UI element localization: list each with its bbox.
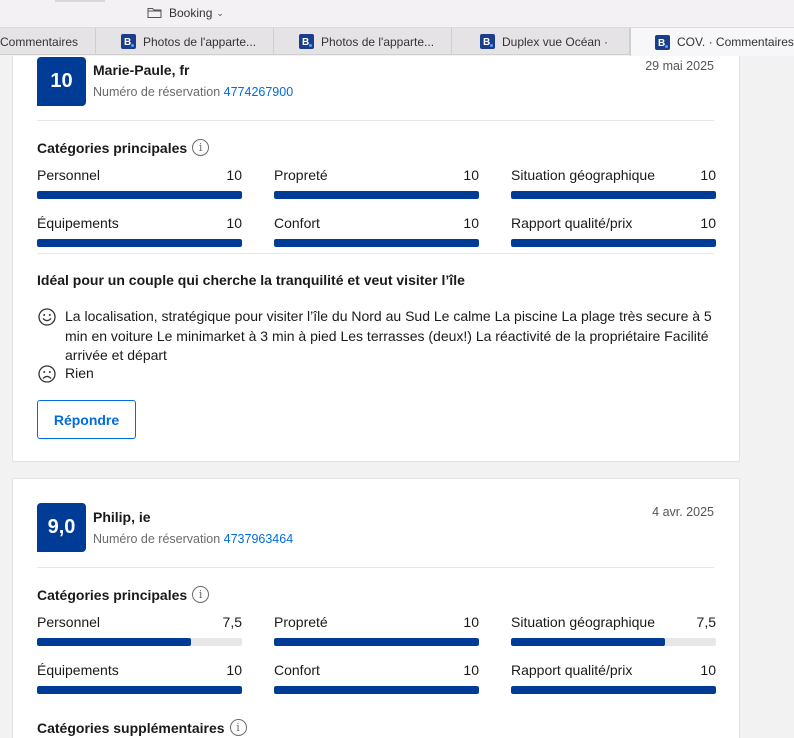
category-label: Situation géographique [511, 614, 656, 630]
review-score: 9,0 [37, 503, 86, 552]
category-value: 10 [463, 614, 479, 630]
review-score: 10 [37, 57, 86, 106]
category-personnel [37, 614, 242, 648]
category-rapport [511, 215, 716, 249]
bookmark-folder-label: Booking [169, 6, 213, 20]
category-label: Propreté [274, 167, 328, 183]
reservation-number-link[interactable]: 4737963464 [223, 532, 294, 546]
divider [37, 120, 714, 121]
positive-comment [37, 307, 717, 366]
tab-label: Commentaires [0, 34, 79, 49]
review-card [12, 478, 740, 738]
tab-duplex[interactable] [452, 28, 630, 55]
reservation-number-link[interactable]: 4774267900 [223, 85, 294, 99]
category-value: 10 [226, 662, 242, 678]
tab-photos-1[interactable] [96, 28, 274, 55]
info-icon[interactable]: i [192, 139, 209, 156]
category-label: Confort [274, 215, 320, 231]
folder-icon [147, 7, 162, 19]
category-label: Situation géographique [511, 167, 656, 183]
category-bar-fill [37, 638, 191, 646]
booking-favicon-icon: B [480, 34, 495, 49]
smiley-happy-icon [37, 307, 57, 327]
category-label: Rapport qualité/prix [511, 215, 633, 231]
category-bar-fill [511, 239, 716, 247]
guest-name: Marie-Paule, fr [93, 62, 190, 78]
category-proprete [274, 167, 479, 201]
category-situation [511, 614, 716, 648]
section-title: Catégories principales [37, 139, 188, 156]
tab-label: Photos de l'apparte... [321, 34, 435, 49]
review-date: 4 avr. 2025 [652, 505, 714, 519]
reservation-label: Numéro de réservation [93, 532, 221, 546]
category-bar-fill [274, 686, 479, 694]
main-categories-heading [37, 139, 209, 156]
category-confort [274, 215, 479, 249]
tab-cov-commentaires[interactable] [630, 28, 794, 56]
review-card [12, 56, 740, 462]
bookmarks-bar [0, 0, 794, 28]
booking-favicon-icon: B [655, 35, 670, 50]
category-label: Personnel [37, 614, 101, 630]
category-label: Équipements [37, 662, 119, 678]
category-bar-fill [511, 686, 716, 694]
category-bar [511, 638, 716, 646]
divider [37, 253, 714, 254]
category-bar [37, 686, 242, 694]
tab-label: Photos de l'apparte... [143, 34, 257, 49]
reply-button[interactable]: Répondre [37, 400, 136, 439]
category-bar-fill [37, 239, 242, 247]
bookmark-partial [55, 0, 105, 2]
booking-favicon-icon: B [121, 34, 136, 49]
tab-commentaires[interactable] [0, 28, 96, 55]
category-bar-fill [37, 686, 242, 694]
section-title: Catégories supplémentaires [37, 719, 225, 736]
category-bar [274, 239, 479, 247]
guest-name: Philip, ie [93, 509, 151, 525]
category-rapport [511, 662, 716, 696]
reservation-label: Numéro de réservation [93, 85, 221, 99]
chevron-down-icon: ⌄ [216, 7, 224, 18]
category-label: Confort [274, 662, 320, 678]
tab-label: COV. · Commentaires [677, 35, 794, 49]
category-bar [274, 638, 479, 646]
category-bar [511, 191, 716, 199]
negative-comment [37, 364, 717, 384]
extra-categories-heading [37, 719, 247, 736]
category-bar [511, 239, 716, 247]
smiley-sad-icon [37, 364, 57, 384]
reservation-info [93, 532, 293, 546]
negative-text: Rien [65, 365, 94, 381]
category-bar-fill [511, 638, 665, 646]
tab-bar [0, 28, 794, 55]
category-value: 10 [700, 662, 716, 678]
category-bar [274, 686, 479, 694]
review-title: Idéal pour un couple qui cherche la tranquilité et veut visiter l’île [37, 272, 465, 288]
section-title: Catégories principales [37, 586, 188, 603]
reservation-info [93, 85, 293, 99]
category-equipements [37, 662, 242, 696]
category-label: Propreté [274, 614, 328, 630]
category-bar [274, 191, 479, 199]
category-personnel [37, 167, 242, 201]
category-bar-fill [37, 191, 242, 199]
category-value: 10 [700, 167, 716, 183]
info-icon[interactable]: i [230, 719, 247, 736]
category-bar-fill [274, 239, 479, 247]
category-label: Équipements [37, 215, 119, 231]
category-label: Rapport qualité/prix [511, 662, 633, 678]
category-bar-fill [511, 191, 716, 199]
category-bar [37, 239, 242, 247]
category-bar [37, 638, 242, 646]
category-label: Personnel [37, 167, 101, 183]
reviews-list [0, 56, 794, 738]
category-equipements [37, 215, 242, 249]
category-bar-fill [274, 191, 479, 199]
bookmark-folder-booking[interactable] [147, 4, 224, 22]
category-bar-fill [274, 638, 479, 646]
category-value: 10 [463, 215, 479, 231]
category-value: 10 [226, 215, 242, 231]
category-value: 7,5 [696, 614, 716, 630]
booking-favicon-icon: B [299, 34, 314, 49]
divider [37, 567, 714, 568]
category-bar [37, 191, 242, 199]
category-value: 10 [463, 167, 479, 183]
category-value: 10 [463, 662, 479, 678]
category-bar [511, 686, 716, 694]
category-value: 7,5 [222, 614, 242, 630]
info-icon[interactable]: i [192, 586, 209, 603]
category-proprete [274, 614, 479, 648]
category-value: 10 [700, 215, 716, 231]
category-value: 10 [226, 167, 242, 183]
category-situation [511, 167, 716, 201]
category-confort [274, 662, 479, 696]
positive-text: La localisation, stratégique pour visiter l’île du Nord au Sud Le calme La piscine La plage très secure à 5 min en voiture Le minimarket à 3 min à pied Les terrasses (deux!) La réactivité de la propriétaire Facilité arrivée et départ [65, 308, 712, 363]
main-categories-heading [37, 586, 209, 603]
review-date: 29 mai 2025 [645, 59, 714, 73]
tab-label: Duplex vue Océan · [502, 34, 609, 49]
tab-photos-2[interactable] [274, 28, 452, 55]
